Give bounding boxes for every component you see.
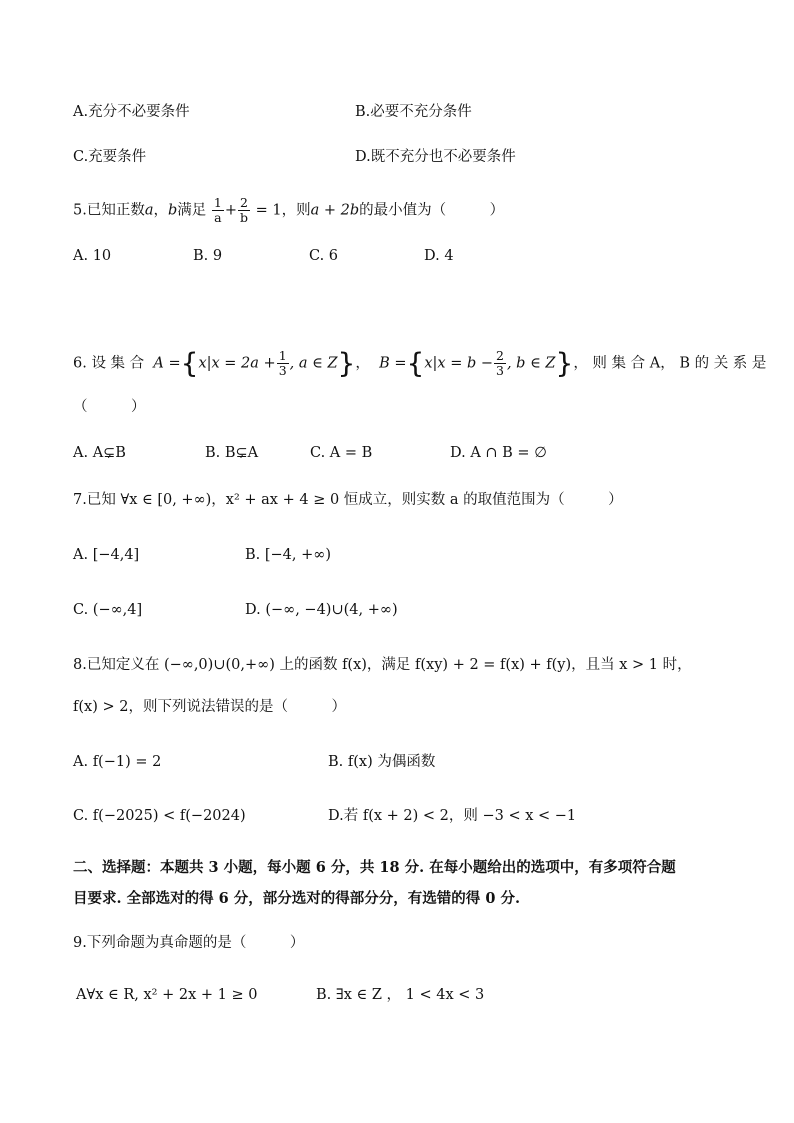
right-brace-icon: }	[555, 346, 574, 380]
q4-option-a: A.充分不必要条件	[73, 104, 190, 120]
q5-var-a: a	[144, 202, 154, 219]
q6-option-c: C. A = B	[310, 445, 373, 461]
q9-option-a: A∀x ∈ R, x² + 2x + 1 ≥ 0	[76, 987, 258, 1003]
q6-fraction-b: $\frac{2}{3}$	[496, 348, 504, 378]
q8-option-d: D.若 f(x + 2) < 2，则 −3 < x < −1	[328, 808, 577, 824]
q5-comma: ，	[153, 202, 168, 219]
q6-paren: （ ）	[73, 399, 146, 415]
section-2-heading-line2: 目要求. 全部选对的得 6 分，部分选对的得部分分，有选错的得 0 分.	[73, 890, 521, 907]
q8-stem-line1: 8.已知定义在 (−∞,0)∪(0,+∞) 上的函数 f(x)，满足 f(xy) + 2 = f(x) + f(y)，且当 x > 1 时，	[73, 657, 692, 673]
q7-option-c: C. (−∞,4]	[73, 602, 143, 618]
q6-fraction-a: $\frac{1}{3}$	[278, 348, 287, 378]
q7-option-a: A. [−4,4]	[73, 547, 140, 563]
q5-eq: = 1，则	[255, 202, 311, 219]
q6-option-d: D. A ∩ B = ∅	[450, 445, 547, 461]
q8-option-a: A. f(−1) = 2	[73, 754, 162, 770]
q8-stem-line2: f(x) > 2，则下列说法错误的是（ ）	[73, 699, 346, 715]
q4-option-c: C.充要条件	[73, 149, 147, 165]
q6-suffix: ， 则 集 合 A， B 的 关 系 是	[573, 355, 767, 372]
q5-option-d: D. 4	[424, 248, 454, 264]
q7-option-d: D. (−∞, −4)∪(4, +∞)	[245, 602, 398, 618]
q5-option-a: A. 10	[73, 248, 112, 264]
q5-stem: 5.已知正数a，b满足 $\frac{1}{a}$ + $\frac{2}{b}$ = 1，则a + 2b的最小值为（ ）	[73, 195, 505, 225]
q5-prefix: 5.已知正数	[73, 202, 145, 219]
section-2-heading-line1: 二、选择题：本题共 3 小题，每小题 6 分，共 18 分. 在每小题给出的选项中，有多项符合题	[73, 859, 676, 876]
q5-mid: 满足	[177, 202, 207, 219]
q7-stem: 7.已知 ∀x ∈ [0, +∞)，x² + ax + 4 ≥ 0 恒成立，则实数 a 的取值范围为（ ）	[73, 492, 623, 508]
q5-suffix: 的最小值为（ ）	[359, 202, 505, 219]
q5-var-b: b	[168, 202, 178, 219]
q5-expr: a + 2b	[310, 202, 360, 219]
q5-option-c: C. 6	[309, 248, 339, 264]
q8-option-c: C. f(−2025) < f(−2024)	[73, 808, 246, 824]
q6-option-b: B. B⊊A	[205, 445, 259, 461]
q6-stem: 6. 设 集 合 A ={x|x = 2a + $\frac{1}{3}$ , a ∈ Z}， B ={x|x = b − $\frac{2}{3}$ , b ∈ Z}， 则 集 合 A， B 的 关 系 是	[73, 346, 767, 380]
q6-set-b-label: B =	[379, 355, 407, 372]
q5-option-b: B. 9	[193, 248, 223, 264]
q6-prefix: 6. 设 集 合	[73, 355, 145, 372]
q6-set-a-label: A =	[153, 355, 181, 372]
q9-option-b: B. ∃x ∈ Z ， 1 < 4x < 3	[316, 987, 485, 1003]
q8-option-b: B. f(x) 为偶函数	[328, 754, 436, 770]
right-brace-icon: }	[337, 346, 356, 380]
q7-option-b: B. [−4, +∞)	[245, 547, 332, 563]
q4-option-b: B.必要不充分条件	[355, 104, 472, 120]
left-brace-icon: {	[180, 346, 199, 380]
q6-option-a: A. A⊊B	[73, 445, 126, 461]
left-brace-icon: {	[406, 346, 425, 380]
q5-fraction-1: $\frac{1}{a}$	[213, 195, 222, 225]
q4-option-d: D.既不充分也不必要条件	[355, 149, 516, 165]
q9-stem: 9.下列命题为真命题的是（ ）	[73, 935, 305, 951]
q5-fraction-2: $\frac{2}{b}$	[240, 195, 249, 225]
